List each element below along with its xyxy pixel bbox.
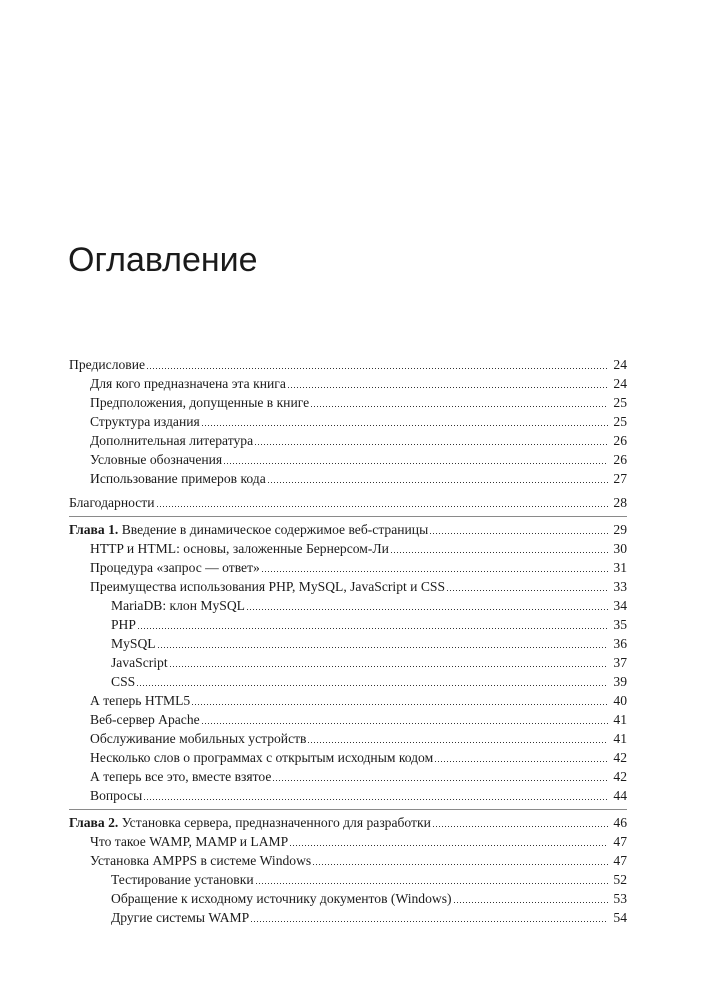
toc-entry-text: Предисловие <box>69 357 146 372</box>
toc-page-number: 30 <box>613 541 627 556</box>
toc-page-number: 53 <box>613 891 627 906</box>
toc-page-number: 26 <box>613 433 627 448</box>
dot-leader <box>146 355 608 370</box>
toc-entry[interactable] <box>69 786 627 805</box>
toc-entry-text: Для кого предназначена эта книга <box>90 376 286 391</box>
toc-entry-title <box>90 412 201 431</box>
toc-entry[interactable] <box>69 653 627 672</box>
dot-leader <box>432 813 608 828</box>
toc-entry[interactable] <box>69 832 627 851</box>
toc-entry-text: А теперь HTML5 <box>90 693 191 708</box>
dot-leader <box>201 710 608 725</box>
toc-page-number: 24 <box>613 357 627 372</box>
toc-entry[interactable] <box>69 889 627 908</box>
toc-entry-title <box>111 615 137 634</box>
toc-entry-text: Веб-сервер Apache <box>90 712 200 727</box>
toc-entry-text: Обслуживание мобильных устройств <box>90 731 307 746</box>
toc-page-number: 37 <box>613 655 627 670</box>
toc-entry-title <box>90 469 267 488</box>
toc-page-number: 36 <box>613 636 627 651</box>
toc-page-number: 52 <box>613 872 627 887</box>
toc-page-number: 46 <box>613 815 627 830</box>
dot-leader <box>169 653 608 668</box>
dot-leader <box>201 412 608 427</box>
toc-entry-title <box>90 729 307 748</box>
toc-entry-title <box>90 748 434 767</box>
toc-page-number: 42 <box>613 769 627 784</box>
toc-page-number: 28 <box>613 495 627 510</box>
toc-entry-title <box>111 908 250 927</box>
toc-entry-text: Структура издания <box>90 414 200 429</box>
toc-entry-text: Преимущества использования PHP, MySQL, JavaScript и CSS <box>90 579 446 594</box>
toc-entry-text: MySQL <box>111 636 156 651</box>
toc-entry-text: Предположения, допущенные в книге <box>90 395 310 410</box>
dot-leader <box>156 493 609 508</box>
dot-leader <box>191 691 608 706</box>
toc-entry[interactable] <box>69 615 627 634</box>
toc-page-number: 29 <box>613 522 627 537</box>
toc-page-number: 42 <box>613 750 627 765</box>
toc-page-number: 26 <box>613 452 627 467</box>
toc-page-number: 41 <box>613 712 627 727</box>
toc-entry[interactable] <box>69 469 627 488</box>
toc-entry[interactable] <box>69 813 627 832</box>
toc-entry-text: Установка AMPPS в системе Windows <box>90 853 312 868</box>
toc-entry-text: JavaScript <box>111 655 168 670</box>
toc-entry-text: Тестирование установки <box>111 872 254 887</box>
toc-entry-title <box>90 577 446 596</box>
toc-entry-title <box>111 653 169 672</box>
toc-entry[interactable] <box>69 520 627 539</box>
toc-entry-title <box>90 374 287 393</box>
toc-entry-text: Дополнительная литература <box>90 433 254 448</box>
toc-page-number: 25 <box>613 414 627 429</box>
toc-entry-title <box>111 672 136 691</box>
toc-entry-title <box>90 539 390 558</box>
toc-entry-text: Установка сервера, предназначенного для разработки <box>121 815 431 830</box>
toc-page-number: 47 <box>613 853 627 868</box>
toc-entry-text: Другие системы WAMP <box>111 910 250 925</box>
toc-entry-title <box>90 767 272 786</box>
table-of-contents <box>69 355 627 927</box>
toc-page-number: 27 <box>613 471 627 486</box>
toc-entry-title <box>90 393 310 412</box>
toc-entry-text: Использование примеров кода <box>90 471 266 486</box>
toc-entry[interactable] <box>69 729 627 748</box>
toc-entry[interactable] <box>69 767 627 786</box>
dot-leader <box>250 908 608 923</box>
toc-entry[interactable] <box>69 577 627 596</box>
toc-entry-title <box>90 710 201 729</box>
dot-leader <box>223 450 608 465</box>
toc-entry[interactable] <box>69 851 627 870</box>
toc-entry[interactable] <box>69 908 627 927</box>
toc-entry[interactable] <box>69 493 627 512</box>
toc-entry[interactable] <box>69 748 627 767</box>
toc-entry-title <box>90 558 261 577</box>
dot-leader <box>157 634 608 649</box>
dot-leader <box>310 393 608 408</box>
toc-entry-title <box>90 832 289 851</box>
toc-page-number: 39 <box>613 674 627 689</box>
toc-entry-text: Что такое WAMP, MAMP и LAMP <box>90 834 289 849</box>
toc-entry-text: CSS <box>111 674 136 689</box>
dot-leader <box>289 832 608 847</box>
dot-leader <box>254 431 608 446</box>
toc-entry[interactable] <box>69 393 627 412</box>
toc-entry[interactable] <box>69 672 627 691</box>
dot-leader <box>261 558 608 573</box>
dot-leader <box>287 374 608 389</box>
toc-entry[interactable] <box>69 558 627 577</box>
toc-entry-title <box>111 634 157 653</box>
toc-entry[interactable] <box>69 450 627 469</box>
toc-entry-title <box>69 520 429 539</box>
dot-leader <box>255 870 608 885</box>
toc-entry-text: Обращение к исходному источнику документов (Windows) <box>111 891 452 906</box>
toc-page-number: 25 <box>613 395 627 410</box>
dot-leader <box>434 748 608 763</box>
toc-separator <box>69 516 627 517</box>
dot-leader <box>390 539 608 554</box>
toc-entry[interactable] <box>69 691 627 710</box>
toc-entry-title <box>90 851 312 870</box>
toc-page-number: 24 <box>613 376 627 391</box>
toc-entry-title <box>69 355 146 374</box>
toc-entry[interactable] <box>69 355 627 374</box>
toc-page-number: 41 <box>613 731 627 746</box>
toc-entry[interactable] <box>69 710 627 729</box>
chapter-label: Глава 1. <box>69 522 119 537</box>
toc-entry-text: А теперь все это, вместе взятое <box>90 769 272 784</box>
toc-separator <box>69 809 627 810</box>
toc-entry-text: Вопросы <box>90 788 143 803</box>
toc-entry[interactable] <box>69 539 627 558</box>
chapter-label: Глава 2. <box>69 815 119 830</box>
dot-leader <box>137 615 608 630</box>
dot-leader <box>446 577 608 592</box>
toc-page-number: 44 <box>613 788 627 803</box>
toc-page-number: 47 <box>613 834 627 849</box>
toc-page-number: 31 <box>613 560 627 575</box>
toc-entry-text: Благодарности <box>69 495 155 510</box>
toc-entry-text: MariaDB: клон MySQL <box>111 598 245 613</box>
toc-entry[interactable] <box>69 374 627 393</box>
dot-leader <box>246 596 608 611</box>
dot-leader <box>429 520 608 535</box>
dot-leader <box>143 786 608 801</box>
toc-entry-title <box>111 870 255 889</box>
dot-leader <box>307 729 608 744</box>
toc-entry-text: Условные обозначения <box>90 452 223 467</box>
toc-entry-title <box>90 691 191 710</box>
toc-page-number: 35 <box>613 617 627 632</box>
toc-entry-title <box>90 450 223 469</box>
toc-entry-title <box>111 596 246 615</box>
toc-entry-title <box>111 889 453 908</box>
toc-entry-title <box>90 786 143 805</box>
dot-leader <box>272 767 608 782</box>
toc-entry[interactable] <box>69 431 627 450</box>
toc-page-number: 40 <box>613 693 627 708</box>
dot-leader <box>267 469 608 484</box>
toc-entry-title <box>69 493 156 512</box>
toc-page-number: 54 <box>613 910 627 925</box>
toc-entry-text: Процедура «запрос — ответ» <box>90 560 260 575</box>
toc-entry[interactable] <box>69 634 627 653</box>
toc-entry-text: HTTP и HTML: основы, заложенные Бернерсом-Ли <box>90 541 389 556</box>
toc-entry-title <box>90 431 254 450</box>
toc-entry[interactable] <box>69 596 627 615</box>
toc-page-number: 34 <box>613 598 627 613</box>
toc-entry[interactable] <box>69 412 627 431</box>
dot-leader <box>453 889 608 904</box>
dot-leader <box>312 851 608 866</box>
toc-entry-text: PHP <box>111 617 136 632</box>
toc-entry-title <box>69 813 432 832</box>
toc-page-number: 33 <box>613 579 627 594</box>
toc-entry[interactable] <box>69 870 627 889</box>
dot-leader <box>136 672 608 687</box>
toc-entry-text: Введение в динамическое содержимое веб-страницы <box>121 522 429 537</box>
toc-entry-text: Несколько слов о программах с открытым исходным кодом <box>90 750 434 765</box>
page-title: Оглавление <box>68 241 258 279</box>
